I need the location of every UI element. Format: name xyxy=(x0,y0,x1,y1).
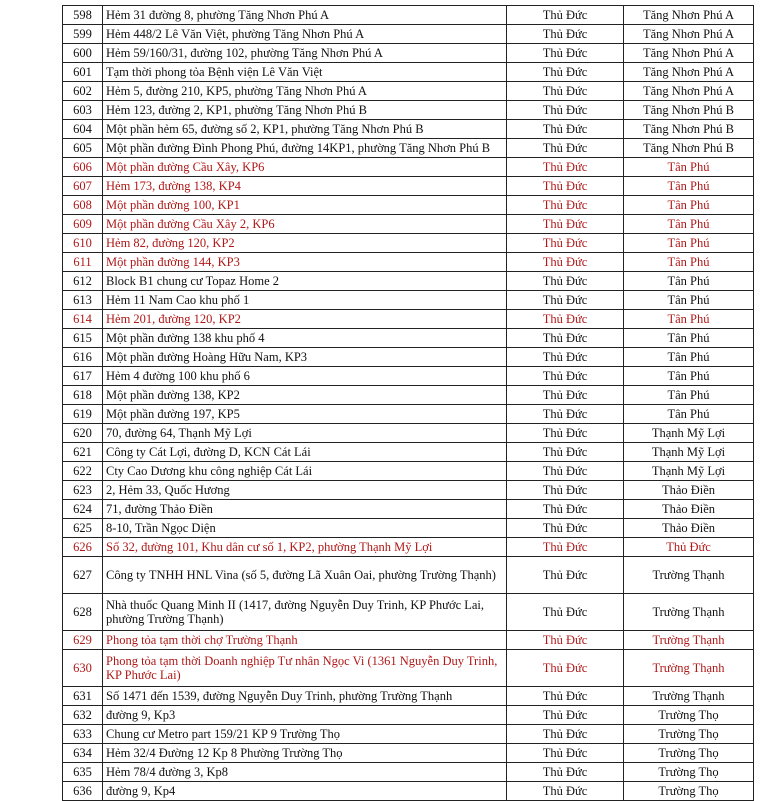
district-cell: Thủ Đức xyxy=(507,101,624,120)
ward-cell: Tăng Nhơn Phú B xyxy=(624,120,754,139)
table-row xyxy=(63,706,754,725)
address-cell: Hẻm 123, đường 2, KP1, phường Tăng Nhơn Phú B xyxy=(103,101,507,120)
ward-cell: Tăng Nhơn Phú A xyxy=(624,82,754,101)
ward-cell: Trường Thọ xyxy=(624,782,754,801)
ward-cell: Tăng Nhơn Phú A xyxy=(624,44,754,63)
row-number: 618 xyxy=(63,386,103,405)
address-cell: Tạm thời phong tỏa Bệnh viện Lê Văn Việt xyxy=(103,63,507,82)
row-number: 610 xyxy=(63,234,103,253)
district-cell: Thủ Đức xyxy=(507,725,624,744)
table-row xyxy=(63,519,754,538)
address-cell: Hẻm 201, đường 120, KP2 xyxy=(103,310,507,329)
ward-cell: Tân Phú xyxy=(624,234,754,253)
address-cell: Công ty TNHH HNL Vina (số 5, đường Lã Xuân Oai, phường Trường Thạnh) xyxy=(103,557,507,594)
district-cell: Thủ Đức xyxy=(507,63,624,82)
district-cell: Thủ Đức xyxy=(507,25,624,44)
table-row xyxy=(63,405,754,424)
ward-cell: Tân Phú xyxy=(624,310,754,329)
address-cell: Block B1 chung cư Topaz Home 2 xyxy=(103,272,507,291)
district-cell: Thủ Đức xyxy=(507,348,624,367)
ward-cell: Tăng Nhơn Phú B xyxy=(624,139,754,158)
row-number: 635 xyxy=(63,763,103,782)
table-row xyxy=(63,25,754,44)
address-cell: Một phần đường Cầu Xây 2, KP6 xyxy=(103,215,507,234)
row-number: 602 xyxy=(63,82,103,101)
table-row xyxy=(63,196,754,215)
table-row xyxy=(63,120,754,139)
table-row xyxy=(63,63,754,82)
address-cell: Công ty Cát Lợi, đường D, KCN Cát Lái xyxy=(103,443,507,462)
ward-cell: Thảo Điền xyxy=(624,500,754,519)
ward-cell: Tăng Nhơn Phú A xyxy=(624,25,754,44)
ward-cell: Trường Thạnh xyxy=(624,687,754,706)
address-cell: Phong tỏa tạm thời Doanh nghiệp Tư nhân Ngọc Vi (1361 Nguyễn Duy Trinh, KP Phước Lai) xyxy=(103,650,507,687)
address-cell: Một phần đường 100, KP1 xyxy=(103,196,507,215)
ward-cell: Tân Phú xyxy=(624,158,754,177)
table-row xyxy=(63,744,754,763)
district-cell: Thủ Đức xyxy=(507,253,624,272)
table-row xyxy=(63,538,754,557)
ward-cell: Thủ Đức xyxy=(624,538,754,557)
district-cell: Thủ Đức xyxy=(507,291,624,310)
table-row xyxy=(63,348,754,367)
district-cell: Thủ Đức xyxy=(507,139,624,158)
table-row xyxy=(63,329,754,348)
table-row xyxy=(63,424,754,443)
row-number: 628 xyxy=(63,594,103,631)
table-row xyxy=(63,763,754,782)
ward-cell: Tân Phú xyxy=(624,196,754,215)
district-cell: Thủ Đức xyxy=(507,631,624,650)
ward-cell: Tân Phú xyxy=(624,329,754,348)
ward-cell: Tân Phú xyxy=(624,215,754,234)
address-cell: Hẻm 4 đường 100 khu phố 6 xyxy=(103,367,507,386)
district-cell: Thủ Đức xyxy=(507,706,624,725)
row-number: 612 xyxy=(63,272,103,291)
district-cell: Thủ Đức xyxy=(507,782,624,801)
row-number: 632 xyxy=(63,706,103,725)
district-cell: Thủ Đức xyxy=(507,196,624,215)
district-cell: Thủ Đức xyxy=(507,443,624,462)
address-cell: Một phần đường Đình Phong Phú, đường 14KP1, phường Tăng Nhơn Phú B xyxy=(103,139,507,158)
row-number: 630 xyxy=(63,650,103,687)
table-row xyxy=(63,462,754,481)
row-number: 620 xyxy=(63,424,103,443)
ward-cell: Trường Thạnh xyxy=(624,650,754,687)
district-cell: Thủ Đức xyxy=(507,650,624,687)
address-cell: Hẻm 11 Nam Cao khu phố 1 xyxy=(103,291,507,310)
district-cell: Thủ Đức xyxy=(507,481,624,500)
table-row xyxy=(63,310,754,329)
district-cell: Thủ Đức xyxy=(507,310,624,329)
address-cell: Số 1471 đến 1539, đường Nguyễn Duy Trinh, phường Trường Thạnh xyxy=(103,687,507,706)
address-cell: 2, Hẻm 33, Quốc Hương xyxy=(103,481,507,500)
row-number: 603 xyxy=(63,101,103,120)
district-cell: Thủ Đức xyxy=(507,44,624,63)
ward-cell: Trường Thọ xyxy=(624,763,754,782)
ward-cell: Thảo Điền xyxy=(624,481,754,500)
district-cell: Thủ Đức xyxy=(507,215,624,234)
table-row xyxy=(63,782,754,801)
row-number: 627 xyxy=(63,557,103,594)
ward-cell: Tân Phú xyxy=(624,367,754,386)
ward-cell: Trường Thạnh xyxy=(624,594,754,631)
ward-cell: Thạnh Mỹ Lợi xyxy=(624,424,754,443)
row-number: 608 xyxy=(63,196,103,215)
ward-cell: Thảo Điền xyxy=(624,519,754,538)
district-cell: Thủ Đức xyxy=(507,519,624,538)
address-cell: Hẻm 5, đường 210, KP5, phường Tăng Nhơn Phú A xyxy=(103,82,507,101)
address-cell: Một phần đường Hoàng Hữu Nam, KP3 xyxy=(103,348,507,367)
district-cell: Thủ Đức xyxy=(507,367,624,386)
row-number: 615 xyxy=(63,329,103,348)
table-row xyxy=(63,687,754,706)
ward-cell: Tân Phú xyxy=(624,177,754,196)
table-row xyxy=(63,44,754,63)
table-row xyxy=(63,725,754,744)
ward-cell: Tăng Nhơn Phú A xyxy=(624,6,754,25)
district-cell: Thủ Đức xyxy=(507,462,624,481)
table-row xyxy=(63,631,754,650)
ward-cell: Trường Thọ xyxy=(624,725,754,744)
row-number: 604 xyxy=(63,120,103,139)
row-number: 605 xyxy=(63,139,103,158)
address-cell: Hẻm 31 đường 8, phường Tăng Nhơn Phú A xyxy=(103,6,507,25)
table-body xyxy=(63,6,754,801)
row-number: 625 xyxy=(63,519,103,538)
ward-cell: Tân Phú xyxy=(624,291,754,310)
table-row xyxy=(63,481,754,500)
district-cell: Thủ Đức xyxy=(507,120,624,139)
table-row xyxy=(63,594,754,631)
ward-cell: Trường Thọ xyxy=(624,744,754,763)
ward-cell: Tân Phú xyxy=(624,253,754,272)
row-number: 614 xyxy=(63,310,103,329)
row-number: 631 xyxy=(63,687,103,706)
table-row xyxy=(63,650,754,687)
row-number: 624 xyxy=(63,500,103,519)
address-cell: Hẻm 32/4 Đường 12 Kp 8 Phường Trường Thọ xyxy=(103,744,507,763)
address-cell: Hẻm 59/160/31, đường 102, phường Tăng Nhơn Phú A xyxy=(103,44,507,63)
table-row xyxy=(63,386,754,405)
address-cell: đường 9, Kp3 xyxy=(103,706,507,725)
row-number: 611 xyxy=(63,253,103,272)
district-cell: Thủ Đức xyxy=(507,158,624,177)
row-number: 626 xyxy=(63,538,103,557)
district-cell: Thủ Đức xyxy=(507,557,624,594)
address-cell: Một phần hẻm 65, đường số 2, KP1, phường Tăng Nhơn Phú B xyxy=(103,120,507,139)
district-cell: Thủ Đức xyxy=(507,329,624,348)
district-cell: Thủ Đức xyxy=(507,763,624,782)
table-row xyxy=(63,234,754,253)
row-number: 629 xyxy=(63,631,103,650)
district-cell: Thủ Đức xyxy=(507,234,624,253)
address-cell: Một phần đường 138 khu phố 4 xyxy=(103,329,507,348)
district-cell: Thủ Đức xyxy=(507,424,624,443)
table-row xyxy=(63,177,754,196)
lockdown-locations-table xyxy=(62,5,754,801)
ward-cell: Tăng Nhơn Phú A xyxy=(624,63,754,82)
district-cell: Thủ Đức xyxy=(507,687,624,706)
table-row xyxy=(63,82,754,101)
ward-cell: Tân Phú xyxy=(624,386,754,405)
row-number: 633 xyxy=(63,725,103,744)
district-cell: Thủ Đức xyxy=(507,82,624,101)
table-row xyxy=(63,158,754,177)
ward-cell: Tân Phú xyxy=(624,405,754,424)
row-number: 607 xyxy=(63,177,103,196)
row-number: 617 xyxy=(63,367,103,386)
address-cell: Hẻm 82, đường 120, KP2 xyxy=(103,234,507,253)
address-cell: Một phần đường Cầu Xây, KP6 xyxy=(103,158,507,177)
row-number: 601 xyxy=(63,63,103,82)
row-number: 600 xyxy=(63,44,103,63)
district-cell: Thủ Đức xyxy=(507,6,624,25)
row-number: 613 xyxy=(63,291,103,310)
address-cell: Hẻm 448/2 Lê Văn Việt, phường Tăng Nhơn Phú A xyxy=(103,25,507,44)
address-cell: Số 32, đường 101, Khu dân cư số 1, KP2, phường Thạnh Mỹ Lợi xyxy=(103,538,507,557)
district-cell: Thủ Đức xyxy=(507,594,624,631)
address-cell: Chung cư Metro part 159/21 KP 9 Trường Thọ xyxy=(103,725,507,744)
district-cell: Thủ Đức xyxy=(507,177,624,196)
ward-cell: Trường Thạnh xyxy=(624,557,754,594)
district-cell: Thủ Đức xyxy=(507,405,624,424)
row-number: 609 xyxy=(63,215,103,234)
table-row xyxy=(63,443,754,462)
table-row xyxy=(63,215,754,234)
address-cell: Một phần đường 197, KP5 xyxy=(103,405,507,424)
ward-cell: Tân Phú xyxy=(624,348,754,367)
ward-cell: Tân Phú xyxy=(624,272,754,291)
ward-cell: Thạnh Mỹ Lợi xyxy=(624,443,754,462)
table-row xyxy=(63,139,754,158)
row-number: 623 xyxy=(63,481,103,500)
district-cell: Thủ Đức xyxy=(507,500,624,519)
district-cell: Thủ Đức xyxy=(507,272,624,291)
table-row xyxy=(63,272,754,291)
table-row xyxy=(63,101,754,120)
address-cell: 71, đường Thảo Điền xyxy=(103,500,507,519)
row-number: 621 xyxy=(63,443,103,462)
row-number: 622 xyxy=(63,462,103,481)
ward-cell: Thạnh Mỹ Lợi xyxy=(624,462,754,481)
address-cell: 70, đường 64, Thạnh Mỹ Lợi xyxy=(103,424,507,443)
address-cell: Cty Cao Dương khu công nghiệp Cát Lái xyxy=(103,462,507,481)
district-cell: Thủ Đức xyxy=(507,386,624,405)
district-cell: Thủ Đức xyxy=(507,538,624,557)
row-number: 616 xyxy=(63,348,103,367)
row-number: 599 xyxy=(63,25,103,44)
address-cell: đường 9, Kp4 xyxy=(103,782,507,801)
address-cell: Một phần đường 138, KP2 xyxy=(103,386,507,405)
row-number: 598 xyxy=(63,6,103,25)
address-cell: Phong tỏa tạm thời chợ Trường Thạnh xyxy=(103,631,507,650)
district-cell: Thủ Đức xyxy=(507,744,624,763)
table-row xyxy=(63,500,754,519)
table-row xyxy=(63,253,754,272)
address-cell: Một phần đường 144, KP3 xyxy=(103,253,507,272)
ward-cell: Trường Thọ xyxy=(624,706,754,725)
row-number: 619 xyxy=(63,405,103,424)
table-row xyxy=(63,6,754,25)
address-cell: Nhà thuốc Quang Minh II (1417, đường Nguyễn Duy Trinh, KP Phước Lai, phường Trường Thạnh) xyxy=(103,594,507,631)
table-row xyxy=(63,557,754,594)
ward-cell: Trường Thạnh xyxy=(624,631,754,650)
address-cell: 8-10, Trần Ngọc Diện xyxy=(103,519,507,538)
table-row xyxy=(63,367,754,386)
ward-cell: Tăng Nhơn Phú B xyxy=(624,101,754,120)
row-number: 634 xyxy=(63,744,103,763)
address-cell: Hẻm 78/4 đường 3, Kp8 xyxy=(103,763,507,782)
table-row xyxy=(63,291,754,310)
row-number: 636 xyxy=(63,782,103,801)
address-cell: Hẻm 173, đường 138, KP4 xyxy=(103,177,507,196)
row-number: 606 xyxy=(63,158,103,177)
